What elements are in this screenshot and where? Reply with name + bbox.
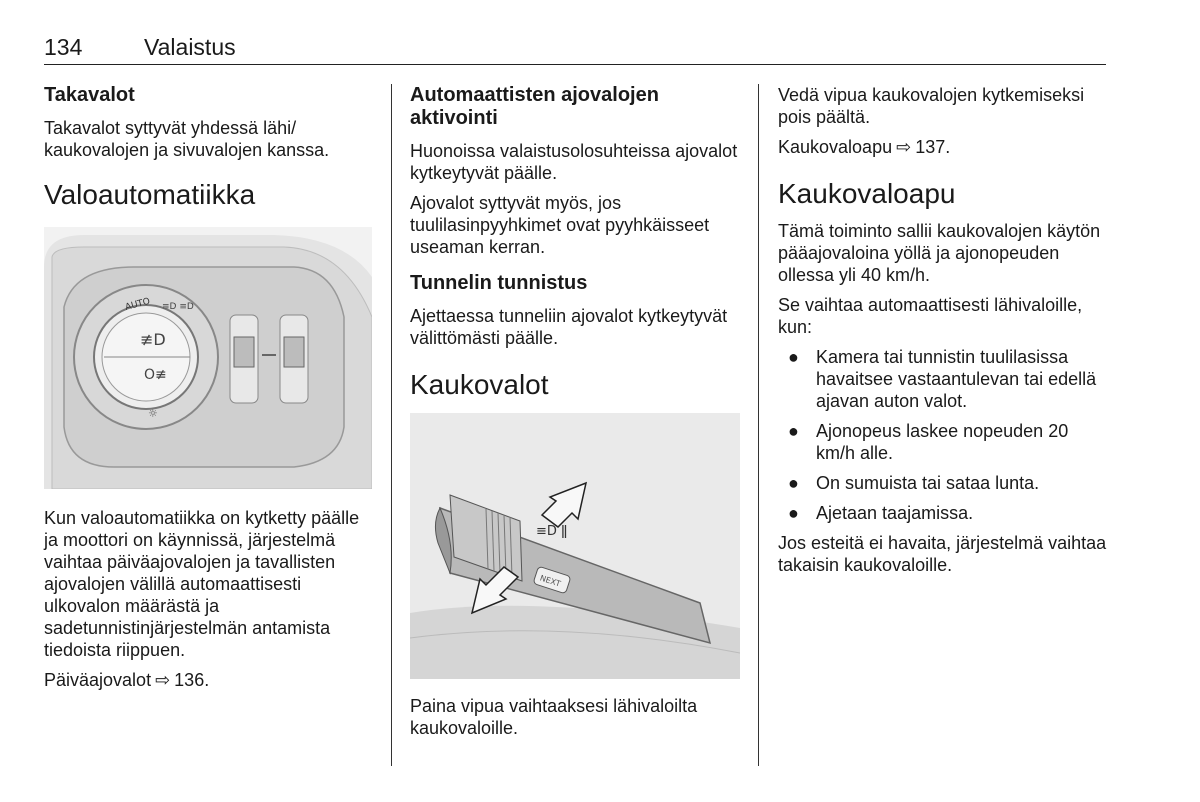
bullet-icon: ● (788, 347, 799, 367)
list-item: ● On sumuista tai sataa lunta. (788, 473, 1040, 493)
heading-takavalot: Takavalot (44, 84, 135, 106)
bullet-icon: ● (788, 473, 799, 493)
reference-text: Päiväajovalot (44, 670, 152, 690)
reference-paivaajovalot[interactable] (44, 669, 374, 691)
page-reference-arrow-icon: ⇨ (155, 670, 171, 690)
section-title: Valaistus (144, 34, 236, 60)
front-fog-icon: ≢D (140, 330, 166, 349)
paragraph-tunnelin: Ajettaessa tunneliin ajovalot kytkeytyvät välittömästi päälle. (410, 306, 728, 348)
paragraph-ajovalot-syttyvat: Ajovalot syttyvät myös, jos tuulilasinpyyhkimet ovat pyyhkäisseet useaman kerran. (410, 193, 710, 257)
rear-fog-icon: O≢ (144, 367, 167, 383)
reference-page: 137. (915, 137, 951, 157)
paragraph-kun-valoautomatiikka: Kun valoautomatiikka on kytketty päälle ja moottori on käynnissä, järjestelmä vaihtaa päiväajovalojen ja tavallisten ajovalojen välillä automaattisesti ulkovalon määrästä ja sadetunnistinjärjestelmän antamista tiedoista riippuen. (44, 508, 360, 660)
column-1 (44, 84, 374, 699)
column-2 (410, 84, 745, 747)
column-3 (778, 84, 1108, 584)
heading-kaukovalot: Kaukovalot (410, 369, 549, 400)
reference-page: 136. (174, 670, 210, 690)
light-switch-illustration (44, 227, 372, 489)
light-switch-drawing (44, 227, 372, 489)
auto-label: AUTO (124, 296, 152, 313)
bullet-icon: ● (788, 503, 799, 523)
page-number: 134 (44, 34, 83, 60)
list-item: ● Ajetaan taajamissa. (788, 503, 974, 523)
high-beam-icon: ≡D ǁ (536, 524, 568, 539)
paragraph-tama-toiminto: Tämä toiminto sallii kaukovalojen käytön pääajovaloina yöllä ja ajonopeuden ollessa yli 40 km/h. (778, 221, 1101, 285)
column-divider-2 (758, 84, 759, 766)
paragraph-se-vaihtaa: Se vaihtaa automaattisesti lähivaloille, kun: (778, 295, 1083, 337)
page-header (44, 34, 1106, 65)
paragraph-paina-vipua: Paina vipua vaihtaaksesi lähivaloilta kaukovaloille. (410, 696, 698, 738)
heading-valoautomatiikka: Valoautomatiikka (44, 179, 256, 210)
lever-illustration (410, 413, 740, 679)
paragraph-takavalot: Takavalot syttyvät yhdessä lähi/ kaukovalojen ja sivuvalojen kanssa. (44, 118, 330, 160)
next-button-label: NEXT (538, 573, 562, 589)
column-divider-1 (391, 84, 392, 766)
lever-drawing (410, 413, 740, 679)
condition-list (778, 346, 1108, 524)
paragraph-veda-vipua: Vedä vipua kaukovalojen kytkemiseksi pois päältä. (778, 85, 1085, 127)
reference-text: Kaukovaloapu (778, 137, 893, 157)
heading-tunnelin-tunnistus: Tunnelin tunnistus (410, 272, 588, 294)
paragraph-jos-esteita: Jos esteitä ei havaita, järjestelmä vaihtaa takaisin kaukovaloille. (778, 533, 1107, 575)
dimmer-icon: ☼ (148, 407, 158, 420)
paragraph-huonoissa: Huonoissa valaistusolosuhteissa ajovalot kytkeytyvät päälle. (410, 141, 738, 183)
heading-automaattisten-ajovalojen: Automaattisten ajovalojen aktivointi (410, 84, 659, 129)
list-item: ● Kamera tai tunnistin tuulilasissa havaitsee vastaantulevan tai edellä ajavan auton valot. (788, 347, 1097, 411)
heading-kaukovaloapu: Kaukovaloapu (778, 178, 956, 209)
bullet-icon: ● (788, 421, 799, 441)
reference-kaukovaloapu[interactable] (778, 136, 1108, 158)
list-item: ● Ajonopeus laskee nopeuden 20 km/h alle. (788, 421, 1069, 463)
page-reference-arrow-icon: ⇨ (896, 137, 912, 157)
light-symbols-label: ≡D ≡D (162, 302, 194, 312)
